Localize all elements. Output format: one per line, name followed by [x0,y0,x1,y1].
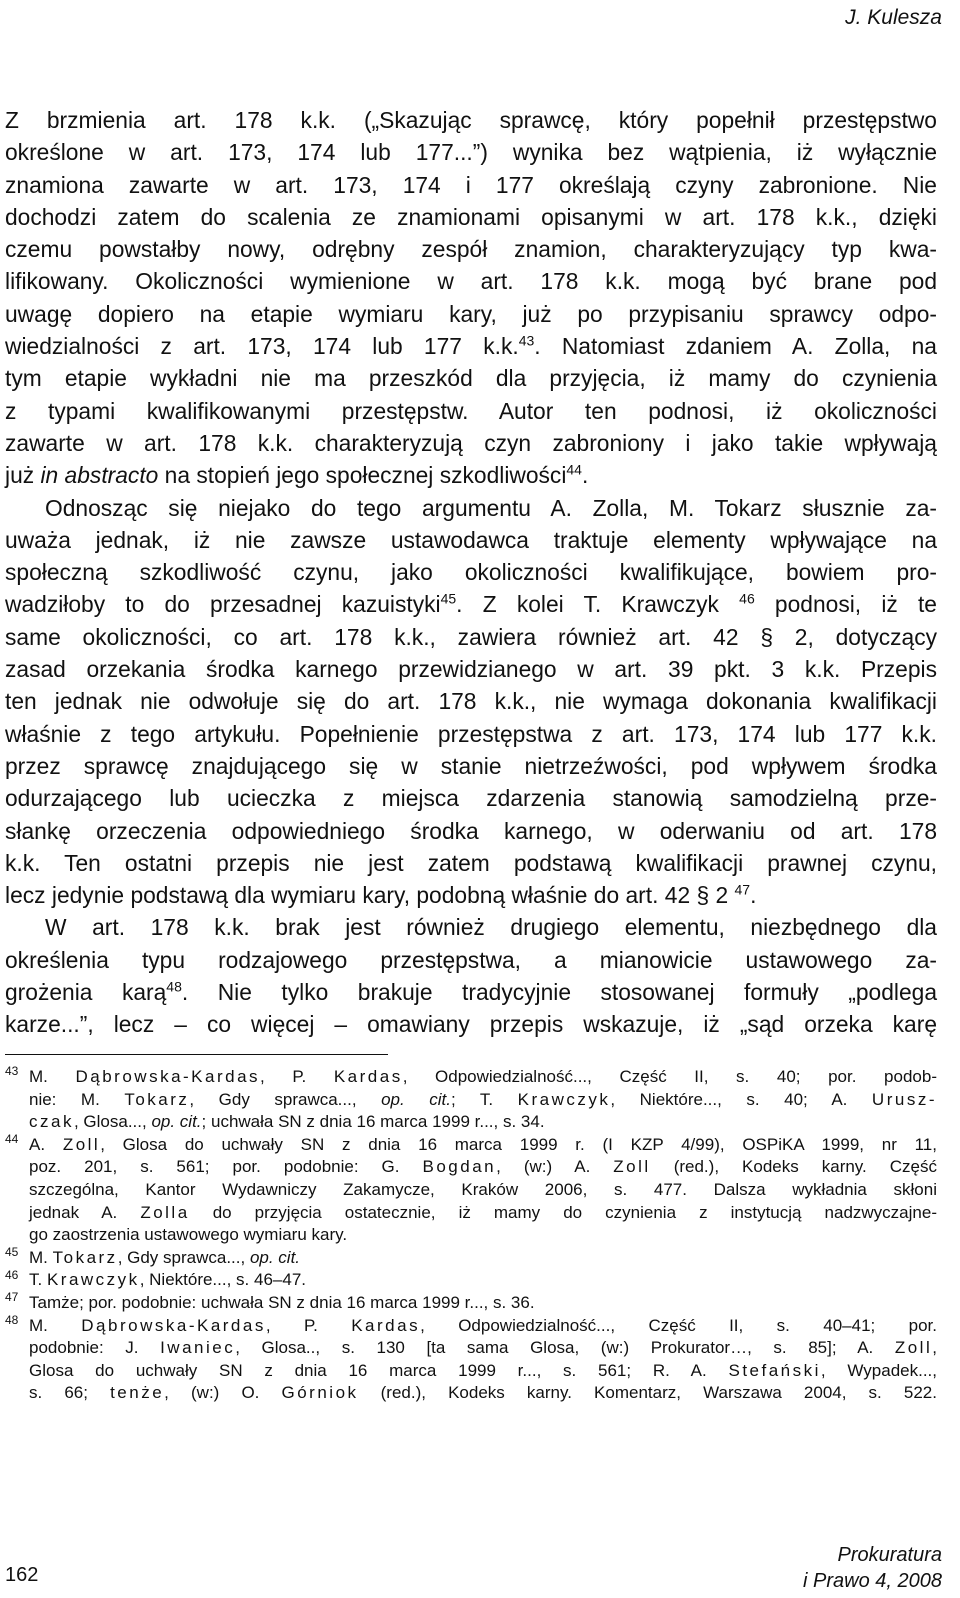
text-line: znamiona zawarte w art. 173, 174 i 177 określają czyny zabronione. Nie [5,171,937,198]
footnote-ref-43[interactable]: 43 [518,332,535,349]
main-text [5,104,937,1041]
footnote-45: 45 M. Tokarz, Gdy sprawca..., op. cit. [5,1245,301,1267]
text-line: uważa jednak, iż nie zawsze ustawodawca traktuje elementy wpływające na [5,526,937,553]
text-line: wadziłoby to do przesadnej kazuistyki$^{45}$. Z kolei T. Krawczyk $^{46}$ podnosi, iż te [5,590,937,618]
text-line: społeczną szkodliwość czynu, jako okoliczności kwalifikujące, bowiem pro- [5,559,937,586]
text-line: tym etapie wykładni nie ma przeszkód dla przyjęcia, iż mamy do czynienia [5,365,937,392]
text-line: słankę orzeczenia odpowiedniego środka karnego, w oderwaniu od art. 178 [5,817,937,844]
text-line: lecz jedynie podstawą dla wymiaru kary, podobną właśnie do art. 42 § 2 $^{47}$. [5,881,757,909]
journal-title: Prokuratura [837,1544,942,1566]
text-line: W art. 178 k.k. brak jest również drugiego elementu, niezbędnego dla [45,914,937,941]
text-line: uwagę dopiero na etapie wymiaru kary, już po przypisaniu sprawcy odpo- [5,300,937,327]
footnote-ref-46[interactable]: 46 [739,590,755,607]
footnote-47: 47 Tamże; por. podobnie: uchwała SN z dnia 16 marca 1999 r..., s. 36. [5,1290,535,1312]
text-line: czemu powstałby nowy, odrębny zespół znamion, charakteryzujący typ kwa- [5,236,937,263]
page-number: 162 [5,1564,39,1586]
text-line: same okoliczności, co art. 178 k.k., zawiera również art. 42 § 2, dotyczący [5,623,937,650]
italic-phrase: in abstracto [40,462,159,489]
text-line: lifikowany. Okoliczności wymienione w art. 178 k.k. mogą być brane pod [5,268,937,295]
text-line: dochodzi zatem do scalenia ze znamionami opisanymi w art. 178 k.k., dzięki [5,203,937,230]
running-head-author: J. Kulesza [845,6,942,29]
text-line: już in abstracto na stopień jego społecznej szkodliwości$^{44}$. [5,461,589,489]
footnote-ref-47[interactable]: 47 [734,881,751,898]
text-line: karze...”, lecz – co więcej – omawiany przepis wskazuje, iż „sąd orzeka karę [5,1011,937,1038]
text-line: określenia typu rodzajowego przestępstwa, a mianowicie ustawowego za- [5,946,937,973]
text-line: zasad orzekania środka karnego przewidzianego w art. 39 pkt. 3 k.k. Przepis [5,656,937,683]
footnote-48: 48 M. Dąbrowska-Kardas, P. Kardas, Odpowiedzialność..., Część II, s. 40–41; por. podobnie: J. Iwaniec, Glosa.., s. 130 [ta sama Glosa, (w:) Prokurator…, s. 85]; A. Zoll, Glosa do uchwały SN z dnia 16 marca 1999 r..., s. 561; R. A. Stefański, Wypadek..., s. 66; tenże, (w:) O. Górniok (red.), Kodeks karny. Komentarz, Warszawa 2004, s. 522. [5,1312,938,1403]
footnote-ref-48[interactable]: 48 [166,978,182,995]
footnote-ref-45[interactable]: 45 [440,590,457,607]
footnotes [5,1066,937,1405]
footnote-44: 44 A. Zoll, Glosa do uchwały SN z dnia 16 marca 1999 r. (I KZP 4/99), OSPiKA 1999, nr 11, poz. 201, s. 561; por. podobnie: G. Bogdan, (w:) A. Zoll (red.), Kodeks karny. Część szczególna, Kantor Wydawniczy Zakamycze, Kraków 2006, s. 477. Dalsza wykładnia skłoni jednak A. Zolla do przyjęcia ostatecznie, iż mamy do czynienia z instytucją nadzwyczajne- go zaostrzenia ustawowego wymiaru kary. [5,1132,937,1245]
text-line: ten jednak nie odwołuje się do art. 178 k.k., nie wymaga dokonania kwalifikacji [5,688,937,715]
footnote-ref-44[interactable]: 44 [566,461,582,478]
journal-issue: i Prawo 4, 2008 [803,1570,942,1592]
footnote-46: 46 T. Krawczyk, Niektóre..., s. 46–47. [5,1267,306,1290]
text-line: określone w art. 173, 174 lub 177...”) wynika bez wątpienia, iż wyłącznie [5,139,937,166]
text-line: odurzającego lub ucieczka z miejsca zdarzenia stanowią samodzielną prze- [5,785,937,812]
text-line: przez sprawcę znajdującego się w stanie nietrzeźwości, pod wpływem środka [5,752,937,779]
text-line: wiedzialności z art. 173, 174 lub 177 k.k.$^{43}$. Natomiast zdaniem A. Zolla, na [5,332,937,360]
text-line: Z brzmienia art. 178 k.k. („Skazując sprawcę, który popełnił przestępstwo [5,107,937,133]
text-line: właśnie z tego artykułu. Popełnienie przestępstwa z art. 173, 174 lub 177 k.k. [5,720,937,747]
text-line: grożenia karą$^{48}$. Nie tylko brakuje tradycyjnie stosowanej formuły „podlega [5,978,937,1006]
text-line: k.k. Ten ostatni przepis nie jest zatem podstawą kwalifikacji prawnej czynu, [5,849,937,876]
text-line: Odnosząc się niejako do tego argumentu A. Zolla, M. Tokarz słusznie za- [45,494,937,521]
footnote-separator [5,1054,388,1055]
journal-name [803,1542,942,1594]
footnote-43: 43 M. Dąbrowska-Kardas, P. Kardas, Odpowiedzialność..., Część II, s. 40; por. podob- nie: M. Tokarz, Gdy sprawca..., op. cit.; T. Krawczyk, Niektóre..., s. 40; A. Urusz- czak, Glosa..., op. cit.; uchwała SN z dnia 16 marca 1999 r..., s. 34. [5,1064,937,1132]
text-line: z typami kwalifikowanymi przestępstw. Autor ten podnosi, iż okoliczności [5,397,937,424]
text-line: zawarte w art. 178 k.k. charakteryzują czyn zabroniony i jako takie wpływają [5,429,937,456]
